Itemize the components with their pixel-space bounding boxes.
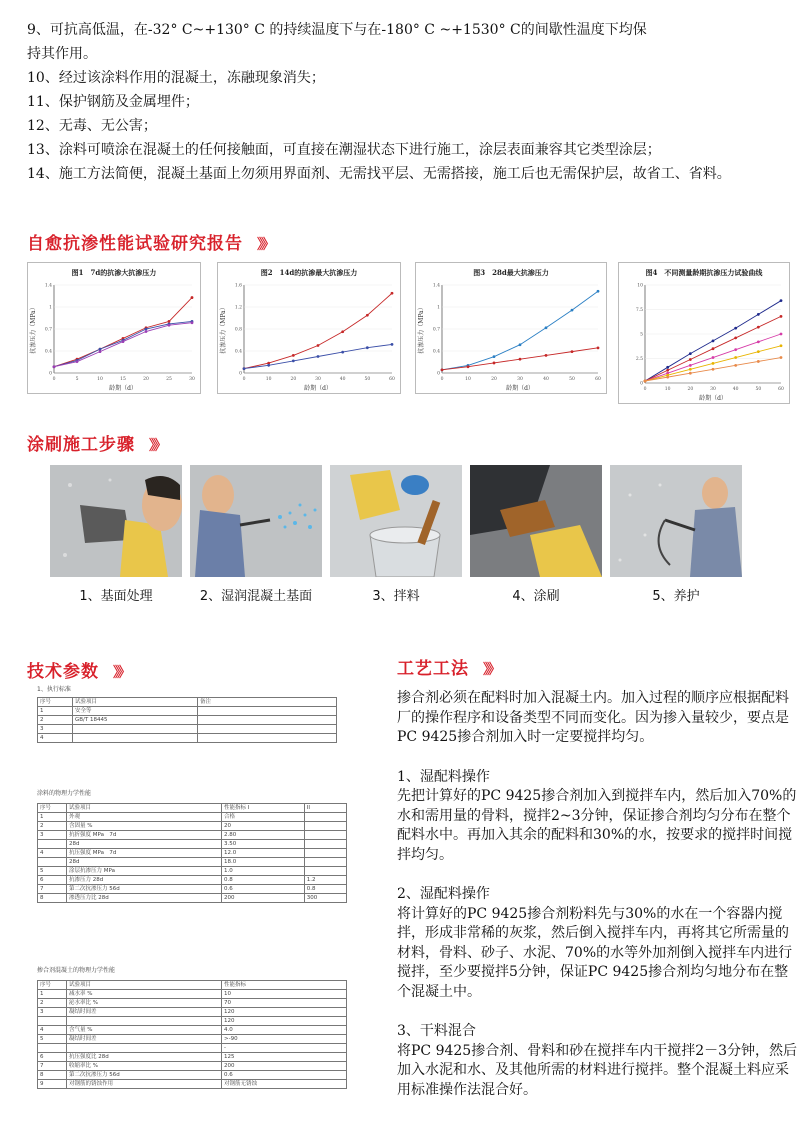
data-point xyxy=(191,296,194,299)
x-tick-label: 10 xyxy=(265,377,272,382)
feature-line: 14、施工方法简便，混凝土基面上勿须用界面剂、无需找平层、无需搭接，施工后也无需保护层，故省工、省料。 xyxy=(27,166,731,182)
data-point xyxy=(467,365,470,368)
data-point xyxy=(76,360,79,363)
data-point xyxy=(734,348,737,351)
data-point xyxy=(757,350,760,353)
chart-1 xyxy=(27,262,201,394)
data-point xyxy=(780,299,783,302)
tech-table-3 xyxy=(37,965,347,1089)
data-point xyxy=(571,309,574,312)
data-point xyxy=(122,340,125,343)
data-point xyxy=(366,314,369,317)
data-point xyxy=(168,324,171,327)
chart-2-svg xyxy=(218,263,400,393)
data-point xyxy=(689,352,692,355)
y-tick-label: 7.5 xyxy=(635,308,643,313)
table-caption: 1、执行标准 xyxy=(37,686,71,693)
step-4-illustration xyxy=(470,465,602,577)
chevron-icon: 》》 xyxy=(149,438,164,454)
data-point xyxy=(666,369,669,372)
data-point xyxy=(666,366,669,369)
step-label: 4、涂刷 xyxy=(512,589,560,604)
x-tick-label: 5 xyxy=(75,377,79,382)
data-point xyxy=(597,290,600,293)
process-s1-body: 先把计算好的PC 9425掺合剂加入到搅拌车内，然后加入70%的水和需用量的骨料，搅拌2~3分钟，保证掺合剂均匀分布在整个配料水中。再加入其余的配料和30%的水，按要求的搅拌时间搅拌均匀。 xyxy=(397,788,797,863)
feature-line: 9、可抗高低温，在-32° C~+130° C 的持续温度下与在-180° C ~+1530° C的间歇性温度下均保 xyxy=(27,22,647,38)
x-axis-label: 龄期（d） xyxy=(304,385,332,392)
y-tick-label: 1.2 xyxy=(234,305,242,311)
data-point xyxy=(712,362,715,365)
data-point xyxy=(145,330,148,333)
x-tick-label: 60 xyxy=(778,387,784,392)
data-point xyxy=(689,368,692,371)
x-tick-label: 20 xyxy=(143,377,149,382)
feature-line: 13、涂料可喷涂在混凝土的任何接触面，可直接在潮湿状态下进行施工，涂层表面兼容其它类型涂层； xyxy=(27,142,661,158)
x-tick-label: 15 xyxy=(120,377,126,382)
data-point xyxy=(519,343,522,346)
data-point xyxy=(493,355,496,358)
tech-table-1 xyxy=(37,684,337,743)
y-tick-label: 10 xyxy=(637,283,643,289)
y-tick-label: 0.4 xyxy=(432,349,440,355)
chart-3 xyxy=(415,262,607,394)
data-point xyxy=(53,365,56,368)
x-tick-label: 10 xyxy=(664,387,671,392)
y-tick-label: 0 xyxy=(437,371,440,377)
step-5-illustration xyxy=(610,465,742,577)
data-point xyxy=(757,360,760,363)
data-point xyxy=(292,360,295,363)
x-axis-label: 龄期（d） xyxy=(699,395,727,402)
chart-4 xyxy=(618,262,790,404)
data-point xyxy=(734,337,737,340)
data-point xyxy=(689,372,692,375)
y-tick-label: 0 xyxy=(239,371,242,377)
data-point xyxy=(734,364,737,367)
process-s2-body: 将计算好的PC 9425掺合剂粉料先与30%的水在一个容器内搅拌，形成非常稀的灰浆，然后倒入搅拌车内，再将其它所需量的材料，骨料、砂子、水泥、70%的水等外加剂倒入搅拌车内进行搅拌，至少要搅拌5分钟，保证PC 9425掺合剂均匀地分布在整个混凝土中。 xyxy=(397,905,793,1000)
data-point xyxy=(267,364,270,367)
data-point xyxy=(145,328,148,331)
x-tick-label: 50 xyxy=(569,377,575,382)
data-point xyxy=(689,364,692,367)
data-point xyxy=(780,315,783,318)
chart-2 xyxy=(217,262,401,394)
y-axis-label: 抗渗压力（MPa） xyxy=(418,304,425,354)
y-tick-label: 1.4 xyxy=(44,283,52,289)
data-point xyxy=(644,380,647,383)
chart-1-svg xyxy=(28,263,200,393)
feature-line: 12、无毒、无公害； xyxy=(27,118,157,134)
step-label: 1、基面处理 xyxy=(79,589,153,604)
x-axis-label: 龄期（d） xyxy=(109,385,137,392)
y-tick-label: 0 xyxy=(49,371,52,377)
x-tick-label: 0 xyxy=(52,377,56,382)
data-point xyxy=(441,368,444,371)
process-intro: 掺合剂必须在配料时加入混凝土内。加入过程的顺序应根据配料厂的操作程序和设备类型不同而变化。因为掺入量较少，要点是PC 9425掺合剂加入时一定要搅拌均匀。 xyxy=(397,690,789,745)
data-point xyxy=(734,327,737,330)
chevron-icon: 》》 xyxy=(113,665,128,681)
y-tick-label: 0.7 xyxy=(44,327,52,333)
x-tick-label: 25 xyxy=(166,377,172,382)
x-tick-label: 30 xyxy=(710,387,716,392)
y-axis-label: 抗渗压力（MPa） xyxy=(30,304,37,354)
step-label: 2、湿润混凝土基面 xyxy=(199,589,313,604)
x-tick-label: 10 xyxy=(465,377,471,382)
x-tick-label: 60 xyxy=(389,377,395,382)
data-point xyxy=(99,350,102,353)
data-point xyxy=(168,320,171,323)
process-section-title xyxy=(397,654,498,679)
x-tick-label: 0 xyxy=(440,377,444,382)
x-tick-label: 50 xyxy=(364,377,371,382)
data-point xyxy=(757,326,760,329)
y-tick-label: 0.4 xyxy=(234,349,242,355)
chart-title: 图1 7d的抗渗大抗渗压力 xyxy=(71,268,157,277)
report-title-text: 自愈抗渗性能试验研究报告 xyxy=(27,234,243,254)
x-tick-label: 40 xyxy=(732,387,739,392)
data-point xyxy=(493,362,496,365)
y-tick-label: 0.4 xyxy=(44,349,52,355)
x-tick-label: 10 xyxy=(97,377,103,382)
x-tick-label: 20 xyxy=(290,377,297,382)
step-label: 5、养护 xyxy=(652,589,700,604)
data-point xyxy=(191,321,194,324)
data-point xyxy=(666,376,669,379)
y-tick-label: 0.7 xyxy=(432,327,440,333)
chevron-icon: 》》 xyxy=(257,237,272,253)
x-tick-label: 50 xyxy=(755,387,762,392)
process-s3-body: 将PC 9425掺合剂、骨料和砂在搅拌车内干搅拌2－3分钟，然后加入水泥和水、及其他所需的材料进行搅拌。整个混凝土料应采用标准操作法混合好。 xyxy=(397,1042,798,1098)
chart-title: 图3 28d最大抗渗压力 xyxy=(473,268,549,277)
x-tick-label: 0 xyxy=(242,377,246,382)
chart-3-svg xyxy=(416,263,606,393)
y-axis-label: 抗渗压力（MPa） xyxy=(220,304,227,354)
x-axis-label: 龄期（d） xyxy=(506,385,534,392)
process-title-text: 工艺工法 xyxy=(397,659,469,679)
process-s2-title: 2、湿配料操作 xyxy=(397,886,490,902)
data-point xyxy=(519,358,522,361)
data-point xyxy=(366,346,369,349)
step-3-illustration xyxy=(330,465,462,577)
x-tick-label: 0 xyxy=(643,387,647,392)
data-point xyxy=(317,344,320,347)
chart-4-svg xyxy=(619,263,789,403)
data-point xyxy=(545,326,548,329)
x-tick-label: 30 xyxy=(517,377,523,382)
data-point xyxy=(391,343,394,346)
data-point xyxy=(597,346,600,349)
data-point xyxy=(292,354,295,357)
data-point xyxy=(391,292,394,295)
x-tick-label: 30 xyxy=(189,377,195,382)
data-point xyxy=(545,354,548,357)
report-section-title xyxy=(27,229,272,254)
y-tick-label: 0 xyxy=(640,381,643,387)
feature-line: 11、保护钢筋及金属埋件； xyxy=(27,94,199,110)
x-tick-label: 40 xyxy=(543,377,549,382)
feature-line: 持其作用。 xyxy=(27,46,97,62)
data-point xyxy=(780,356,783,359)
data-point xyxy=(341,330,344,333)
process-s3-title: 3、干料混合 xyxy=(397,1023,476,1039)
data-point xyxy=(571,350,574,353)
data-point xyxy=(757,340,760,343)
data-point xyxy=(243,367,246,370)
data-point xyxy=(712,356,715,359)
chevron-icon: 》》 xyxy=(483,662,498,678)
tech-title-text: 技术参数 xyxy=(27,662,99,682)
x-tick-label: 20 xyxy=(491,377,497,382)
table-1: 序号 试验项目 备注 1 安全等 2 GB/T 18445 3 4 xyxy=(37,697,337,743)
table-3: 序号 试验项目 性能指标 1 减水率 % 10 2 泌水率比 % 70 3 凝结时间差 120 120 4 含气量 % 4.0 5 凝结时间差 >-90 - 6 抗压强度比 28d 125 7 收缩率比 % 200 8 第二次抗渗压力 56d 0.6 9 对钢筋的锈蚀作用 对钢筋无锈蚀 xyxy=(37,980,347,1089)
x-tick-label: 40 xyxy=(339,377,346,382)
process-body xyxy=(397,689,799,1100)
chart-title: 图2 14d的抗渗最大抗渗压力 xyxy=(260,268,358,277)
series-line xyxy=(54,298,192,367)
data-point xyxy=(341,351,344,354)
y-tick-label: 2.5 xyxy=(635,357,643,362)
y-tick-label: 1 xyxy=(437,305,440,311)
step-1-illustration xyxy=(50,465,182,577)
x-tick-label: 30 xyxy=(315,377,321,382)
data-point xyxy=(780,333,783,336)
steps-section-title xyxy=(27,430,164,455)
data-point xyxy=(712,347,715,350)
y-tick-label: 5 xyxy=(640,332,643,338)
process-s1-title: 1、湿配料操作 xyxy=(397,768,490,785)
step-2-illustration xyxy=(190,465,322,577)
data-point xyxy=(99,348,102,351)
x-tick-label: 20 xyxy=(687,387,694,392)
steps-title-text: 涂刷施工步骤 xyxy=(27,435,135,455)
data-point xyxy=(712,339,715,342)
chart-title: 图4 不同测量龄期抗渗压力试验曲线 xyxy=(645,268,763,277)
feature-list xyxy=(27,20,731,184)
data-point xyxy=(317,355,320,358)
y-tick-label: 1.4 xyxy=(432,283,440,289)
data-point xyxy=(734,356,737,359)
data-point xyxy=(757,313,760,316)
table-2: 序号 试验项目 性能指标 I II 1 外观 合格 2 含固量 % 20 3 抗折强度 MPa 7d 2.80 28d 3.50 4 抗压强度 MPa 7d 12.0 28d 18.0 5 涂层抗渗压力 MPa 1.0 6 抗渗压力 28d 0.8 1.2 7 第二次抗渗压力 56d 0.6 0.8 8 渗透压力比 28d 200 300 xyxy=(37,803,347,903)
tech-section-title xyxy=(27,657,128,682)
x-tick-label: 60 xyxy=(595,377,601,382)
data-point xyxy=(689,358,692,361)
tech-table-2 xyxy=(37,788,347,903)
table-caption: 涂料的物理力学性能 xyxy=(37,790,92,797)
y-tick-label: 1 xyxy=(49,305,52,311)
step-label: 3、拌料 xyxy=(372,589,420,604)
y-tick-label: 0.8 xyxy=(234,327,242,333)
feature-line: 10、经过该涂料作用的混凝土，冻融现象消失； xyxy=(27,70,325,86)
y-tick-label: 1.6 xyxy=(234,283,242,289)
data-point xyxy=(780,344,783,347)
data-point xyxy=(712,368,715,371)
table-caption: 掺合剂混凝土的物理力学性能 xyxy=(37,967,116,974)
